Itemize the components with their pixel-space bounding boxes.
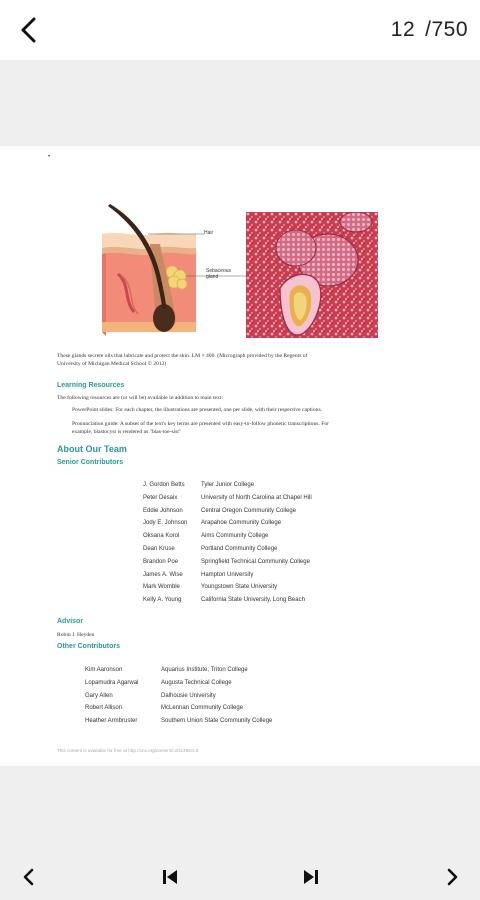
learning-resources-heading: Learning Resources [57,382,125,389]
figure-caption [57,352,425,368]
contributor-org: Portland Community College [201,545,278,552]
learning-item-powerpoint: PowerPoint slides: For each chapter, the illustrations are presented, one per slide, with their respective captions. [72,407,323,413]
list-item [85,677,272,690]
page-mark: • [48,154,51,160]
next-page-button[interactable] [437,862,467,892]
contributor-name: J. Gordon Betts [143,482,185,488]
list-item [143,569,312,582]
contributor-name: Lopamudra Agarwal [85,679,139,686]
other-contributors-list [85,664,272,728]
contributor-org: Aquarius Institute; Triton College [161,667,248,673]
chevron-left-icon [17,16,39,44]
top-bar [0,0,480,60]
page-indicator [391,18,468,42]
learning-item-pronunciation [72,420,432,436]
advisor-name: Robin J. Heyden [57,632,95,638]
back-button[interactable] [12,14,44,46]
contributor-org: Aims Community College [201,533,269,540]
contributor-name: Mark Womble [143,584,180,591]
list-item [143,492,312,505]
contributor-name: Dean Kruse [143,545,175,552]
list-item [143,581,312,594]
list-item [85,690,272,703]
contributor-name: Kelly A. Young [143,597,182,604]
contributor-org: Augusta Technical College [161,679,232,686]
contributor-name: Robert Allison [85,705,123,712]
previous-page-button[interactable] [14,862,44,892]
last-page-button[interactable] [296,862,326,892]
contributor-org: University of North Carolina at Chapel Hill [201,494,312,501]
bottom-nav-bar [0,852,480,900]
contributor-org: McLennan Community College [161,705,244,712]
contributor-name: Brandon Poe [143,558,179,565]
contributor-name: Eddie Johnson [143,507,183,514]
contributor-org: Hampton University [201,571,254,578]
contributor-org: Southern Union State Community College [161,718,273,725]
micrograph-image [246,212,378,338]
caption-line-2: University of Michigan Medical School © 2012) [57,361,167,367]
chevron-right-icon [445,867,459,887]
list-item [143,556,312,569]
total-pages: /750 [425,18,468,41]
other-contributors-heading: Other Contributors [57,643,120,650]
list-item [143,479,312,492]
caption-line-1: These glands secrete oils that lubricate and protect the skin. LM × 400. (Micrograph provided by the Regents of [57,353,308,359]
list-item [143,530,312,543]
hair-label: Hair [204,230,214,236]
current-page: 12 [390,18,416,41]
contributor-name: Gary Allen [85,692,113,699]
skip-last-icon [301,867,321,887]
skin-illustration [100,204,212,340]
contributor-org: Arapahoe Community College [201,520,282,527]
contributor-name: James A. Wise [143,571,183,578]
contributor-name: Heather Armbruster [85,718,138,725]
chevron-left-icon [22,867,36,887]
learning-intro: The following resources are (or will be) available in addition to main text: [57,395,223,401]
label-leader-line [212,274,248,278]
list-item [85,664,272,677]
list-item [85,715,272,728]
contributor-name: Oksana Korol [143,533,180,540]
list-item [143,543,312,556]
page-footnote: This content is available for free at http://cnx.org/content/col11496/1.6 [57,748,199,753]
list-item [143,505,312,518]
pronunciation-line-2: example, blastocyst is rendered as "blas-toe-sist" [72,429,182,435]
contributor-name: Peter Desaix [143,494,178,501]
sebaceous-gland-label: Sebaceous gland [206,268,232,280]
contributor-name: Kim Aaronson [85,667,123,673]
first-page-button[interactable] [155,862,185,892]
contributor-org: Youngstown State University [201,584,278,591]
senior-contributors-list [143,479,312,607]
contributor-name: Jody E. Johnson [143,520,188,527]
senior-contributors-heading: Senior Contributors [57,459,124,466]
contributor-org: California State University, Long Beach [201,597,305,604]
list-item [143,517,312,530]
about-team-heading: About Our Team [57,444,127,454]
advisor-heading: Advisor [57,618,84,625]
pronunciation-line-1: Pronunciation guide: A subset of the text's key terms are presented with easy-to-follow phonetic transcriptions. For [72,421,330,427]
list-item [143,594,312,607]
contributor-org: Springfield Technical Community College [201,558,310,565]
document-page [0,146,480,766]
contributor-org: Central Oregon Community College [201,507,297,514]
skip-first-icon [160,867,180,887]
list-item [85,702,272,715]
contributor-org: Dalhousie University [161,692,216,699]
contributor-org: Tyler Junior College [201,482,255,488]
